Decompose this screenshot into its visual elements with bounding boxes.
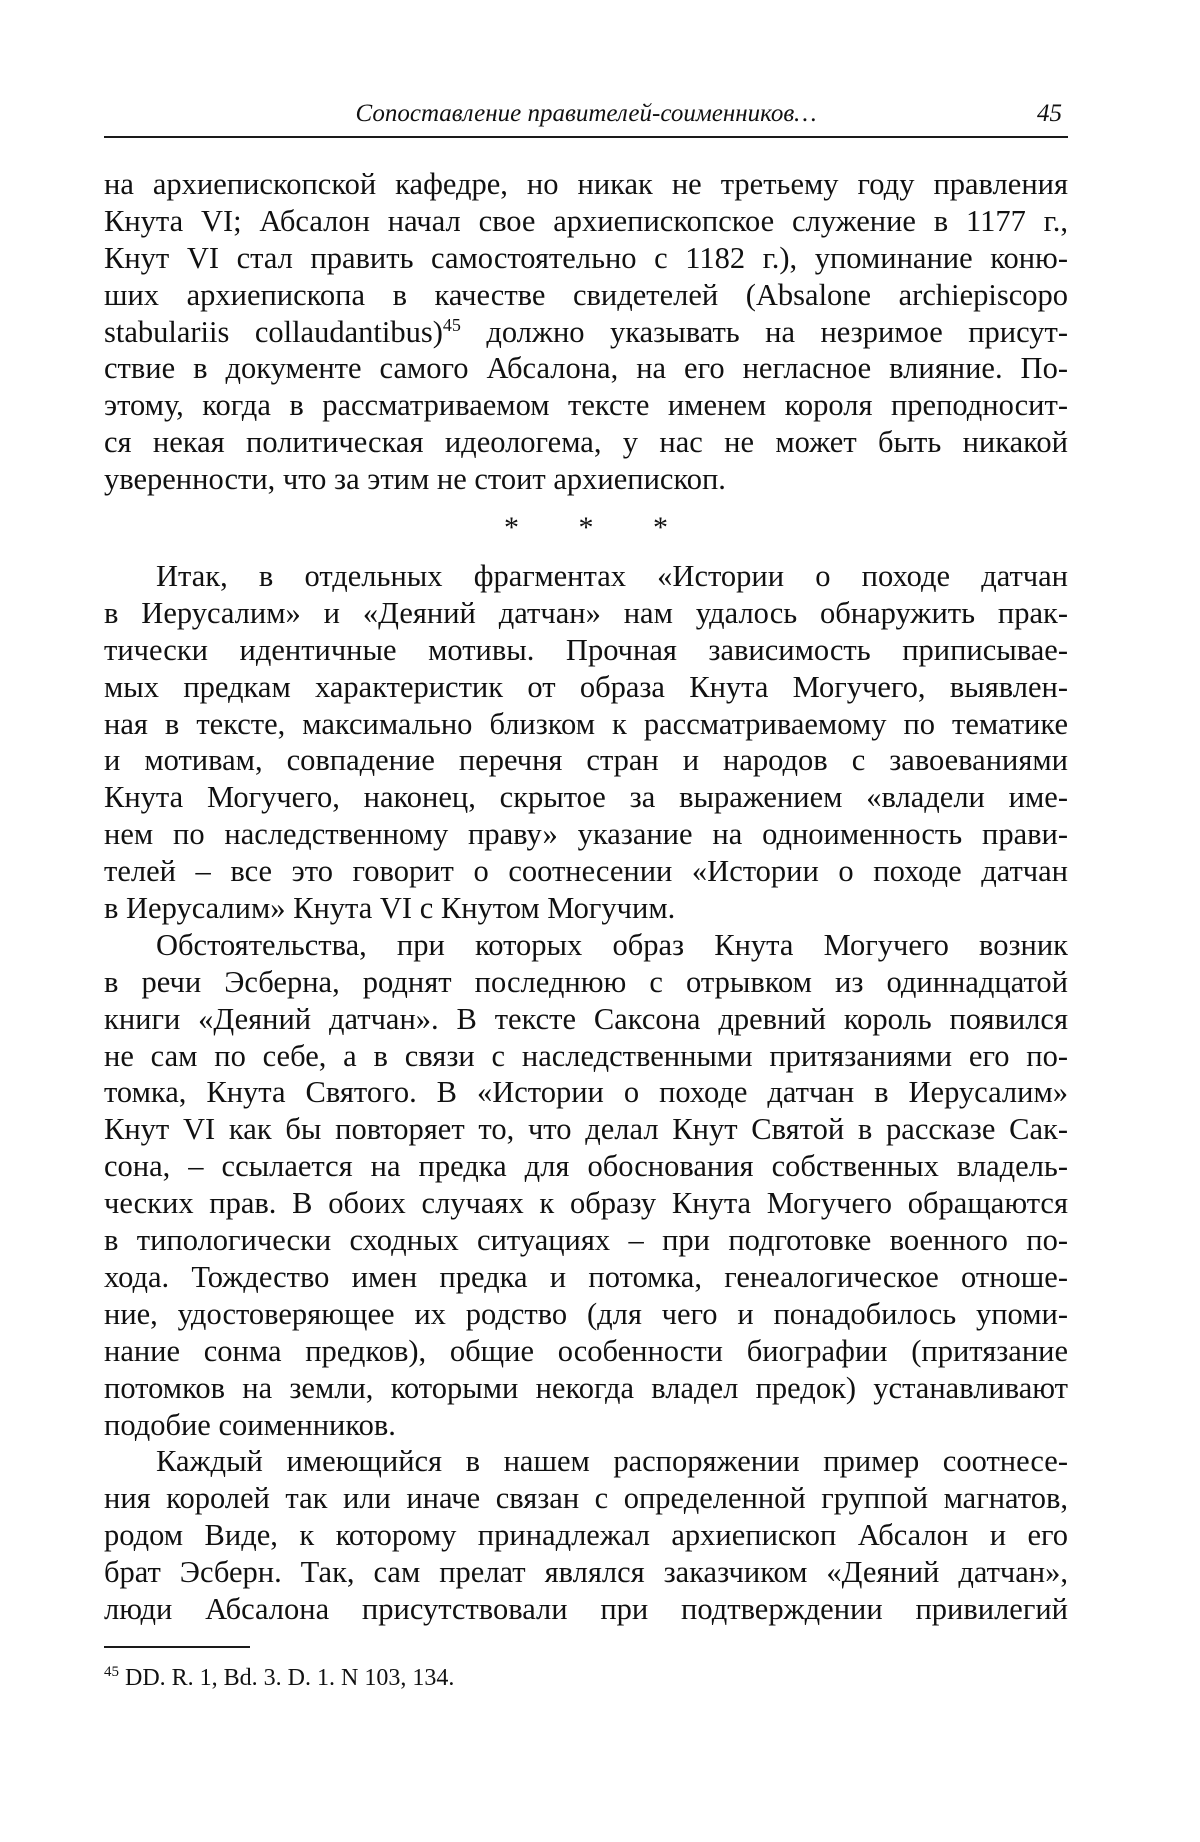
text-segment: должно указывать на незримое присут- bbox=[460, 314, 1068, 349]
running-header bbox=[104, 96, 1068, 138]
body-text bbox=[104, 166, 1068, 1628]
footnote-divider bbox=[104, 1646, 250, 1648]
page-number: 45 bbox=[1037, 100, 1062, 127]
text-line: книги «Деяний датчан». В тексте Саксона древний король появился bbox=[104, 1001, 1068, 1036]
text-line: ческих прав. В обоих случаях к образу Кнута Могучего обращаются bbox=[104, 1186, 1068, 1221]
text-line: в типологически сходных ситуациях – при подготовке военного по- bbox=[104, 1223, 1068, 1258]
text-line: ся некая политическая идеологема, у нас не может быть никакой bbox=[104, 425, 1068, 460]
text-line: ших архиепископа в качестве свидетелей (Absalone archiepiscopo bbox=[104, 277, 1068, 312]
text-segment: stabulariis collaudantibus) bbox=[104, 314, 443, 349]
section-separator: * * * bbox=[504, 511, 694, 545]
text-line: уверенности, что за этим не стоит архиепископ. bbox=[104, 462, 726, 497]
text-line: подобие соименников. bbox=[104, 1407, 396, 1442]
footnote bbox=[104, 1664, 454, 1692]
text-line: Кнут VI стал править самостоятельно с 1182 г.), упоминание коню- bbox=[104, 240, 1068, 275]
text-line-with-footnote-ref bbox=[104, 314, 1068, 351]
text-line: Обстоятельства, при которых образ Кнута Могучего возник bbox=[156, 927, 1068, 962]
text-line: ствие в документе самого Абсалона, на его негласное влияние. По- bbox=[104, 351, 1068, 386]
text-line: не сам по себе, а в связи с наследственными притязаниями его по- bbox=[104, 1038, 1068, 1073]
text-line: ние, удостоверяющее их родство (для чего и понадобилось упоми- bbox=[104, 1296, 1068, 1331]
text-line: томка, Кнута Святого. В «Истории о походе датчан в Иерусалим» bbox=[104, 1075, 1068, 1110]
text-line: хода. Тождество имен предка и потомка, генеалогическое отноше- bbox=[104, 1259, 1068, 1294]
text-line: сона, – ссылается на предка для обоснования собственных владель- bbox=[104, 1149, 1068, 1184]
text-line: Кнута Могучего, наконец, скрытое за выражением «владели име- bbox=[104, 780, 1068, 815]
text-line: Кнут VI как бы повторяет то, что делал Кнут Святой в рассказе Сак- bbox=[104, 1112, 1068, 1147]
running-title: Сопоставление правителей-соименников… bbox=[355, 100, 817, 127]
text-line: в Иерусалим» и «Деяний датчан» нам удалось обнаружить прак- bbox=[104, 595, 1068, 630]
text-line: на архиепископской кафедре, но никак не третьему году правления bbox=[104, 167, 1068, 201]
text-line: люди Абсалона присутствовали при подтверждении привилегий bbox=[104, 1591, 1068, 1626]
text-line: родом Виде, к которому принадлежал архиепископ Абсалон и его bbox=[104, 1518, 1068, 1553]
text-line: и мотивам, совпадение перечня стран и народов с завоеваниями bbox=[104, 743, 1068, 778]
footnote-number: 45 bbox=[104, 1664, 119, 1680]
text-line: тически идентичные мотивы. Прочная зависимость приписывае- bbox=[104, 632, 1068, 667]
text-line: потомков на земли, которыми некогда владел предок) устанавливают bbox=[104, 1370, 1068, 1405]
text-line: этому, когда в рассматриваемом тексте именем короля преподносит- bbox=[104, 388, 1068, 423]
text-line: телей – все это говорит о соотнесении «Истории о походе датчан bbox=[104, 854, 1068, 889]
text-line: ния королей так или иначе связан с определенной группой магнатов, bbox=[104, 1481, 1068, 1516]
text-line: Итак, в отдельных фрагментах «Истории о походе датчан bbox=[156, 559, 1068, 594]
text-line: Кнута VI; Абсалон начал свое архиепископское служение в 1177 г., bbox=[104, 203, 1068, 238]
text-line: в речи Эсберна, роднят последнюю с отрывком из одиннадцатой bbox=[104, 964, 1068, 999]
text-line: в Иерусалим» Кнута VI с Кнутом Могучим. bbox=[104, 891, 676, 926]
text-line: Каждый имеющийся в нашем распоряжении пример соотнесе- bbox=[156, 1444, 1068, 1479]
footnote-text: DD. R. 1, Bd. 3. D. 1. N 103, 134. bbox=[119, 1665, 455, 1691]
text-line: мых предкам характеристик от образа Кнута Могучего, выявлен- bbox=[104, 669, 1068, 704]
text-line: брат Эсберн. Так, сам прелат являлся заказчиком «Деяний датчан», bbox=[104, 1555, 1068, 1590]
text-line: нем по наследственному праву» указание на одноименность прави- bbox=[104, 817, 1068, 852]
text-line: нание сонма предков), общие особенности биографии (притязание bbox=[104, 1333, 1068, 1368]
footnote-ref[interactable]: 45 bbox=[442, 314, 461, 335]
text-line: ная в тексте, максимально близком к рассматриваемому по тематике bbox=[104, 706, 1068, 741]
